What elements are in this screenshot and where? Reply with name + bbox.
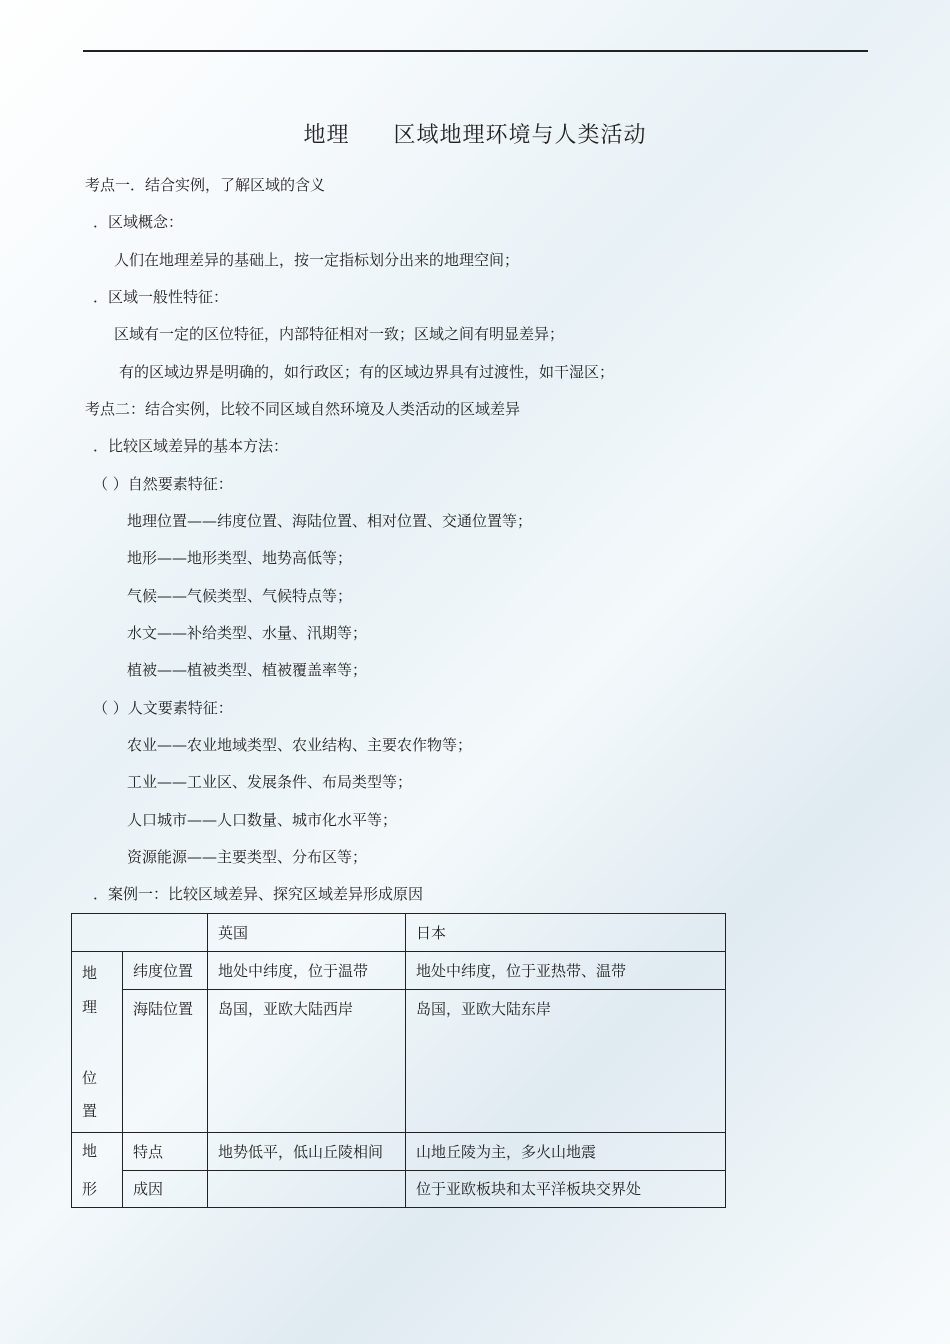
header-uk: 英国 (208, 914, 406, 952)
row-label-latitude: 纬度位置 (123, 952, 208, 990)
group-terrain (72, 1133, 123, 1208)
group-char: 地 (82, 964, 98, 982)
paragraph-region-definition: 人们在地理差异的基础上，按一定指标划分出来的地理空间； (114, 251, 520, 269)
subheading-region-concept: ．区域概念： (93, 213, 184, 231)
table-row (72, 952, 726, 990)
group-char: 形 (82, 1180, 98, 1198)
list-item: 水文——补给类型、水量、汛期等； (127, 624, 368, 642)
list-item: 气候——气候类型、气候特点等； (127, 587, 353, 605)
subheading-case-one: ．案例一：比较区域差异、探究区域差异形成原因 (93, 885, 424, 903)
table-corner-cell (72, 914, 208, 952)
row-label-terrain-features: 特点 (123, 1133, 208, 1171)
cell-uk-terrain-cause (208, 1171, 406, 1208)
row-label-terrain-cause: 成因 (123, 1171, 208, 1208)
group-char: 置 (82, 1102, 98, 1120)
section-heading-2: 考点二：结合实例，比较不同区域自然环境及人类活动的区域差异 (85, 400, 521, 418)
group-char: 位 (82, 1068, 98, 1087)
subheading-natural-elements: （ ）自然要素特征： (93, 475, 233, 493)
header-japan: 日本 (406, 914, 726, 952)
paragraph-region-feature-2: 有的区域边界是明确的，如行政区；有的区域边界具有过渡性，如干湿区； (119, 363, 615, 381)
list-item: 农业——农业地域类型、农业结构、主要农作物等； (127, 736, 473, 754)
list-item: 工业——工业区、发展条件、布局类型等； (127, 773, 413, 791)
cell-japan-latitude: 地处中纬度，位于亚热带、温带 (406, 952, 726, 990)
list-item: 地理位置——纬度位置、海陆位置、相对位置、交通位置等； (127, 512, 533, 530)
cell-uk-terrain-features: 地势低平，低山丘陵相间 (208, 1133, 406, 1171)
cell-uk-sea-land: 岛国，亚欧大陆西岸 (208, 990, 406, 1133)
table-row (72, 1171, 726, 1208)
page-title (0, 118, 950, 149)
paragraph-region-feature-1: 区域有一定的区位特征，内部特征相对一致；区域之间有明显差异； (114, 325, 565, 343)
table-row (72, 990, 726, 1133)
cell-japan-terrain-features: 山地丘陵为主，多火山地震 (406, 1133, 726, 1171)
subheading-region-features: ．区域一般性特征： (93, 288, 229, 306)
list-item: 人口城市——人口数量、城市化水平等； (127, 811, 398, 829)
comparison-table (71, 913, 726, 1208)
cell-japan-terrain-cause: 位于亚欧板块和太平洋板块交界处 (406, 1171, 726, 1208)
list-item: 地形——地形类型、地势高低等； (127, 549, 353, 567)
list-item: 植被——植被类型、植被覆盖率等； (127, 661, 368, 679)
cell-uk-latitude: 地处中纬度，位于温带 (208, 952, 406, 990)
list-item: 资源能源——主要类型、分布区等； (127, 848, 368, 866)
group-char: 地 (82, 1142, 98, 1160)
table-row (72, 1133, 726, 1171)
row-label-sea-land: 海陆位置 (123, 990, 208, 1133)
group-char: 理 (82, 997, 98, 1016)
section-heading-1: 考点一．结合实例，了解区域的含义 (85, 176, 326, 194)
subheading-comparison-method: ．比较区域差异的基本方法： (93, 437, 289, 455)
cell-japan-sea-land: 岛国，亚欧大陆东岸 (406, 990, 726, 1133)
title-topic: 区域地理环境与人类活动 (393, 123, 647, 148)
table-header-row (72, 914, 726, 952)
subheading-human-elements: （ ）人文要素特征： (93, 699, 233, 717)
title-subject: 地理 (303, 123, 350, 148)
group-geographic-location (72, 952, 123, 1133)
header-rule (83, 50, 868, 52)
